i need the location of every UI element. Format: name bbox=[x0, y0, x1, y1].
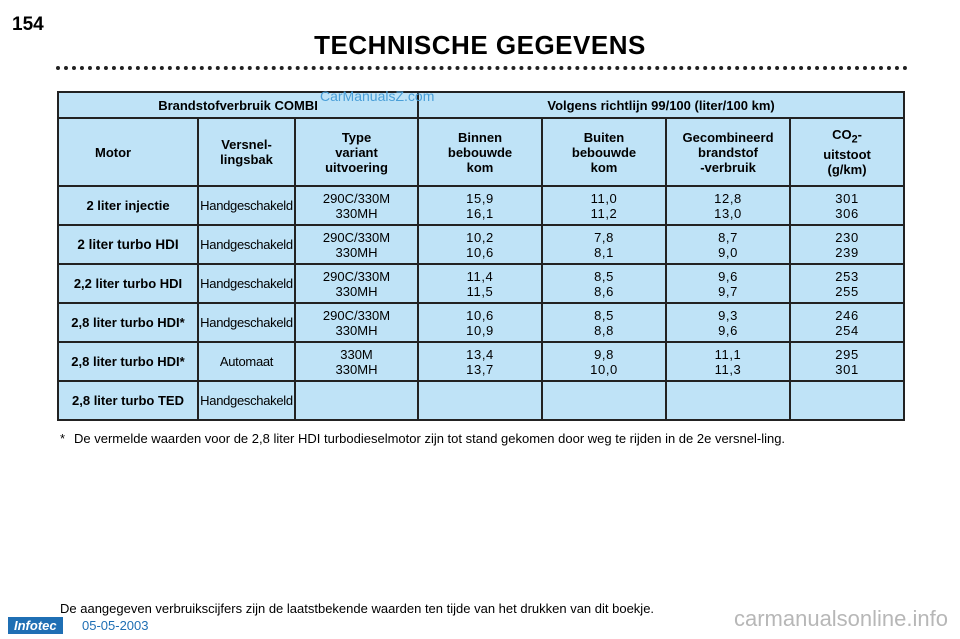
extra-urban-cell: 9,8 10,0 bbox=[542, 342, 666, 381]
header-co2: $CO_2-$ uitstoot (g/km) bbox=[790, 118, 904, 186]
type-cell: 290C/330M 330MH bbox=[295, 303, 418, 342]
type-cell bbox=[295, 381, 418, 420]
combined-cell: 9,6 9,7 bbox=[666, 264, 790, 303]
co2-cell bbox=[790, 381, 904, 420]
watermark-bottom: carmanualsonline.info bbox=[733, 606, 948, 631]
type-cell: 290C/330M 330MH bbox=[295, 225, 418, 264]
motor-cell: 2 liter turbo HDI bbox=[58, 225, 198, 264]
footnote-marker: * bbox=[60, 431, 66, 446]
table-group-header bbox=[58, 92, 904, 118]
page-number: 154 bbox=[12, 14, 44, 35]
table-row bbox=[58, 186, 904, 225]
header-urban: Binnen bebouwde kom bbox=[418, 118, 542, 186]
table-row bbox=[58, 303, 904, 342]
footnote-text: De vermelde waarden voor de 2,8 liter HDI turbodieselmotor zijn tot stand gekomen door weg te rijden in de 2e versnel-ling. bbox=[74, 431, 786, 446]
type-cell: 290C/330M 330MH bbox=[295, 264, 418, 303]
type-cell: 330M 330MH bbox=[295, 342, 418, 381]
extra-urban-cell: 8,5 8,6 bbox=[542, 264, 666, 303]
urban-cell: 11,4 11,5 bbox=[418, 264, 542, 303]
infotec-logo: Infotec bbox=[8, 617, 63, 634]
gearbox-cell: Handgeschakeld bbox=[198, 186, 295, 225]
urban-cell: 10,2 10,6 bbox=[418, 225, 542, 264]
extra-urban-cell bbox=[542, 381, 666, 420]
group-header-left: Brandstofverbruik COMBI bbox=[58, 92, 418, 118]
urban-cell: 15,9 16,1 bbox=[418, 186, 542, 225]
title-divider bbox=[56, 66, 908, 70]
co2-cell: 230 239 bbox=[790, 225, 904, 264]
urban-cell: 13,4 13,7 bbox=[418, 342, 542, 381]
motor-cell: 2,8 liter turbo HDI* bbox=[58, 303, 198, 342]
gearbox-cell: Automaat bbox=[198, 342, 295, 381]
table-row bbox=[58, 225, 904, 264]
footer-date: 05-05-2003 bbox=[82, 618, 149, 633]
header-type: Type variant uitvoering bbox=[295, 118, 418, 186]
combined-cell: 9,3 9,6 bbox=[666, 303, 790, 342]
co2-cell: 253 255 bbox=[790, 264, 904, 303]
header-combined: Gecombineerd brandstof -verbruik bbox=[666, 118, 790, 186]
header-gearbox: Versnel- lingsbak bbox=[198, 118, 295, 186]
table-column-header bbox=[58, 118, 904, 186]
motor-cell: 2,8 liter turbo TED bbox=[58, 381, 198, 420]
page-title: TECHNISCHE GEGEVENS bbox=[314, 30, 646, 60]
co2-cell: 295 301 bbox=[790, 342, 904, 381]
co2-cell: 301 306 bbox=[790, 186, 904, 225]
motor-cell: 2,2 liter turbo HDI bbox=[58, 264, 198, 303]
urban-cell: 10,6 10,9 bbox=[418, 303, 542, 342]
table-row bbox=[58, 381, 904, 420]
co2-cell: 246 254 bbox=[790, 303, 904, 342]
combined-cell: 11,1 11,3 bbox=[666, 342, 790, 381]
table-row bbox=[58, 342, 904, 381]
bottom-note: De aangegeven verbruikscijfers zijn de laatstbekende waarden ten tijde van het drukken van dit boekje. bbox=[60, 601, 655, 616]
table-row bbox=[58, 264, 904, 303]
header-extra-urban: Buiten bebouwde kom bbox=[542, 118, 666, 186]
combined-cell: 8,7 9,0 bbox=[666, 225, 790, 264]
combined-cell bbox=[666, 381, 790, 420]
gearbox-cell: Handgeschakeld bbox=[198, 303, 295, 342]
motor-cell: 2,8 liter turbo HDI* bbox=[58, 342, 198, 381]
type-cell: 290C/330M 330MH bbox=[295, 186, 418, 225]
extra-urban-cell: 8,5 8,8 bbox=[542, 303, 666, 342]
urban-cell bbox=[418, 381, 542, 420]
gearbox-cell: Handgeschakeld bbox=[198, 264, 295, 303]
combined-cell: 12,8 13,0 bbox=[666, 186, 790, 225]
fuel-consumption-table bbox=[57, 91, 905, 421]
header-motor: Motor bbox=[58, 118, 198, 186]
group-header-right: Volgens richtlijn 99/100 (liter/100 km) bbox=[418, 92, 904, 118]
extra-urban-cell: 11,0 11,2 bbox=[542, 186, 666, 225]
extra-urban-cell: 7,8 8,1 bbox=[542, 225, 666, 264]
gearbox-cell: Handgeschakeld bbox=[198, 225, 295, 264]
gearbox-cell: Handgeschakeld bbox=[198, 381, 295, 420]
footnote bbox=[60, 430, 900, 448]
watermark-top: CarManualsZ.com bbox=[320, 88, 435, 104]
motor-cell: 2 liter injectie bbox=[58, 186, 198, 225]
